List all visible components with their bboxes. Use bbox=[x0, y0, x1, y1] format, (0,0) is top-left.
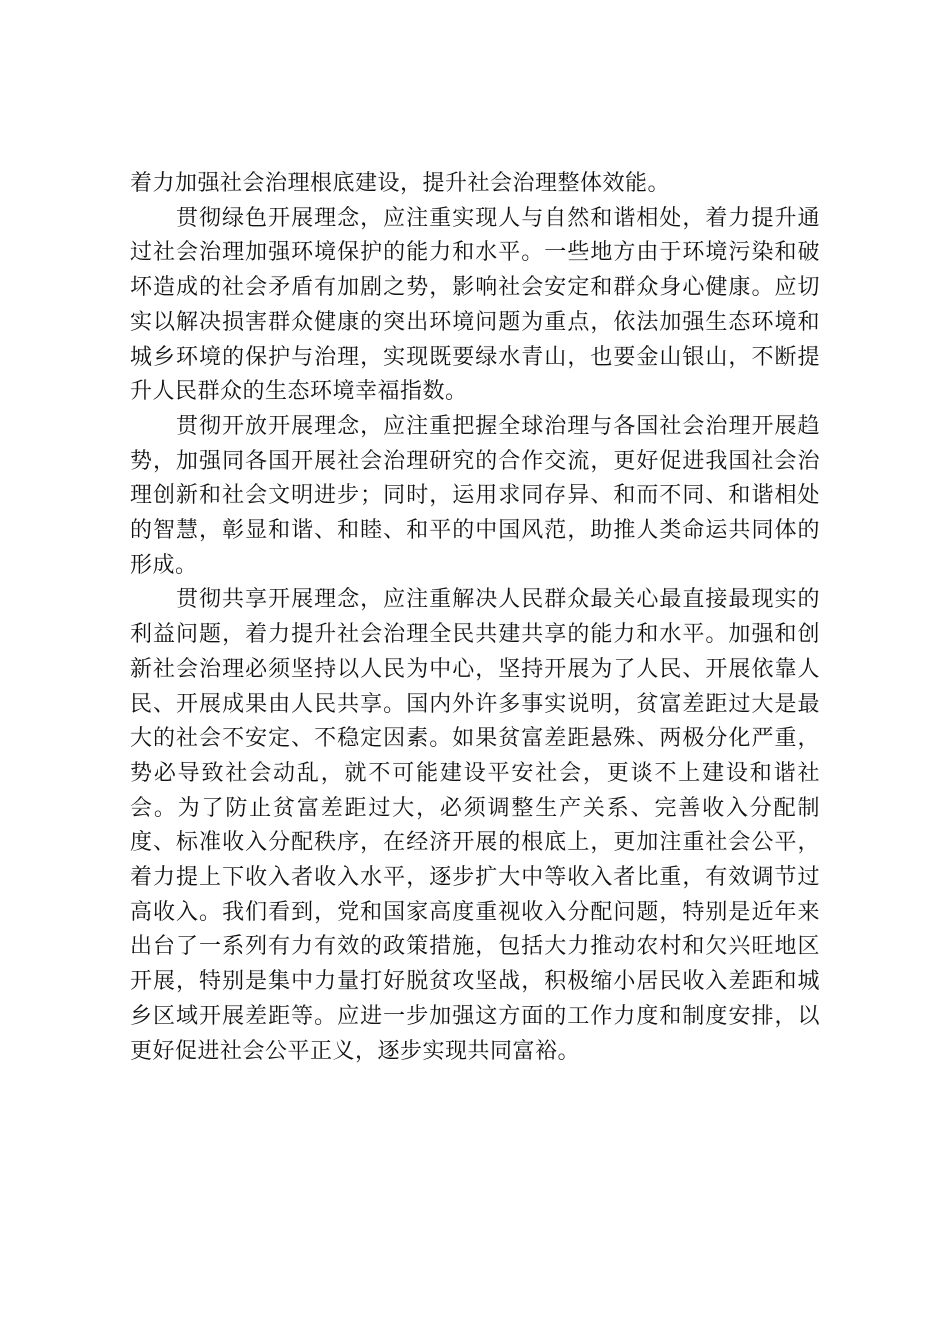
document-body bbox=[130, 167, 820, 1069]
paragraph-open-development: 贯彻开放开展理念，应注重把握全球治理与各国社会治理开展趋势，加强同各国开展社会治理研究的合作交流，更好促进我国社会治理创新和社会文明进步；同时，运用求同存异、和而不同、和谐相处的智慧，彰显和谐、和睦、和平的中国风范，助推人类命运共同体的形成。 bbox=[130, 413, 820, 578]
paragraph-continuation: 着力加强社会治理根底建设，提升社会治理整体效能。 bbox=[130, 171, 671, 196]
paragraph-shared-development: 贯彻共享开展理念，应注重解决人民群众最关心最直接最现实的利益问题，着力提升社会治理全民共建共享的能力和水平。加强和创新社会治理必须坚持以人民为中心，坚持开展为了人民、开展依靠人民、开展成果由人民共享。国内外许多事实说明，贫富差距过大是最大的社会不安定、不稳定因素。如果贫富差距悬殊、两极分化严重，势必导致社会动乱，就不可能建设平安社会，更谈不上建设和谐社会。为了防止贫富差距过大，必须调整生产关系、完善收入分配制度、标准收入分配秩序，在经济开展的根底上，更加注重社会公平，着力提上下收入者收入水平，逐步扩大中等收入者比重，有效调节过高收入。我们看到，党和国家高度重视收入分配问题，特别是近年来出台了一系列有力有效的政策措施，包括大力推动农村和欠兴旺地区开展，特别是集中力量打好脱贫攻坚战，积极缩小居民收入差距和城乡区域开展差距等。应进一步加强这方面的工作力度和制度安排，以更好促进社会公平正义，逐步实现共同富裕。 bbox=[130, 587, 820, 1064]
paragraph-green-development: 贯彻绿色开展理念，应注重实现人与自然和谐相处，着力提升通过社会治理加强环境保护的能力和水平。一些地方由于环境污染和破坏造成的社会矛盾有加剧之势，影响社会安定和群众身心健康。应切实以解决损害群众健康的突出环境问题为重点，依法加强生态环境和城乡环境的保护与治理，实现既要绿水青山，也要金山银山，不断提升人民群众的生态环境幸福指数。 bbox=[130, 205, 820, 405]
